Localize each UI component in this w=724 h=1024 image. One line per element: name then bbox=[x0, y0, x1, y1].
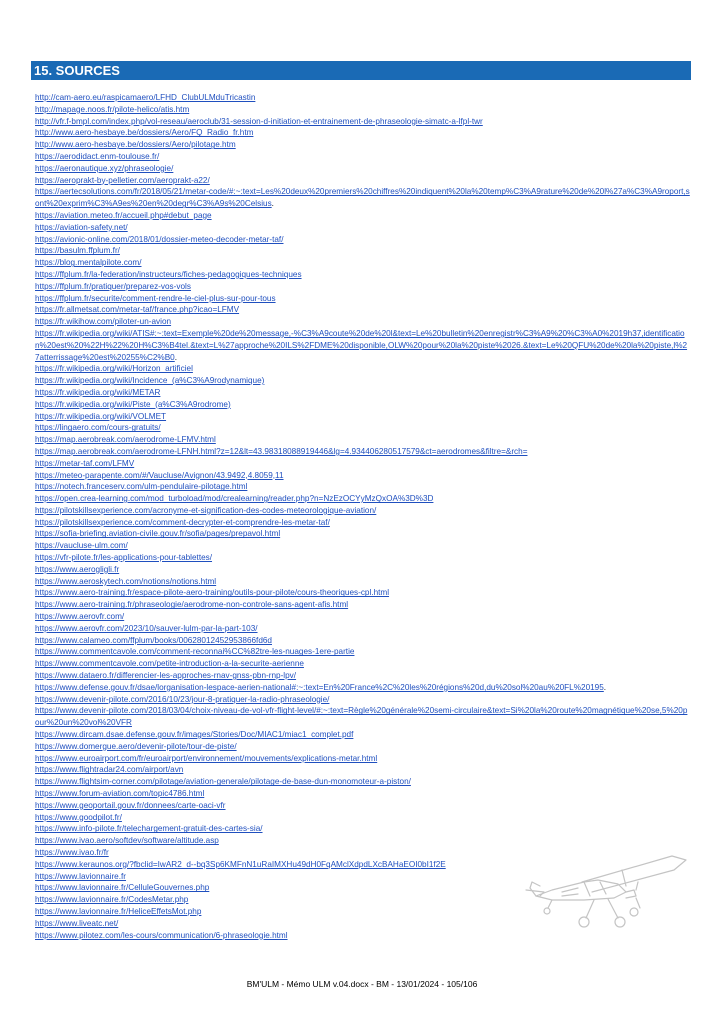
source-link[interactable]: https://www.devenir-pilote.com/2016/10/23/jour-8-pratiquer-la-radio-phraseologie/ bbox=[35, 694, 330, 704]
source-entry bbox=[35, 517, 691, 529]
source-link[interactable]: https://ffplum.fr/la-federation/instructeurs/fiches-pedagogiques-techniques bbox=[35, 269, 302, 279]
source-link[interactable]: https://www.ivao.aero/softdev/software/altitude.asp bbox=[35, 836, 219, 846]
source-link[interactable]: https://www.lavionnaire.fr/HeliceEffetsMot.php bbox=[35, 906, 202, 916]
source-entry bbox=[35, 788, 691, 800]
source-link[interactable]: https://aviation.meteo.fr/accueil.php#debut_page bbox=[35, 210, 212, 220]
source-link[interactable]: https://map.aerobreak.com/aerodrome-LFNH.html?z=12&lt=43.98318088919446&lg=4.934406280517579&ct=aerodromes&filtre=&rch= bbox=[35, 446, 528, 456]
source-entry bbox=[35, 670, 691, 682]
source-entry bbox=[35, 139, 691, 151]
source-entry bbox=[35, 481, 691, 493]
source-entry bbox=[35, 92, 691, 104]
source-entry bbox=[35, 646, 691, 658]
source-link[interactable]: https://aerodidact.enm-toulouse.fr/ bbox=[35, 151, 160, 161]
source-entry bbox=[35, 127, 691, 139]
source-entry bbox=[35, 470, 691, 482]
source-link[interactable]: https://blog.mentalpilote.com/ bbox=[35, 258, 142, 268]
source-link[interactable]: https://fr.wikipedia.org/wiki/ATIS#:~:text=Exemple%20de%20message,-%C3%A9coute%20de%20l&text=Le%20bulletin%20enregistr%C3%A9%20%C3%A0%2019h37,identification%20est%20%22H%22%20H%C3%B4tel.&text=L%27approche%20ILS%2FDME%20disponible,OLW%20pour%20la%20piste%2026.&text=Le%20QFU%20de%20la%20piste,l%27atterrissage%20est%20255%C2%B0 bbox=[35, 328, 688, 362]
source-link[interactable]: https://vfr-pilote.fr/les-applications-pour-tablettes/ bbox=[35, 553, 213, 563]
source-link[interactable]: http://www.aero-hesbaye.be/dossiers/Aero/FQ_Radio_fr.htm bbox=[35, 128, 254, 138]
section-header bbox=[31, 61, 691, 80]
source-link[interactable]: https://www.geoportail.gouv.fr/donnees/carte-oaci-vfr bbox=[35, 800, 226, 810]
source-entry bbox=[35, 458, 691, 470]
source-link[interactable]: https://www.aero-training.fr/phraseologie/aerodrome-non-controle-sans-agent-afis.html bbox=[35, 600, 349, 610]
source-entry bbox=[35, 505, 691, 517]
source-entry bbox=[35, 812, 691, 824]
source-link[interactable]: https://www.commentcavole.com/petite-introduction-a-la-securite-aerienne bbox=[35, 659, 304, 669]
source-entry bbox=[35, 387, 691, 399]
source-entry bbox=[35, 623, 691, 635]
source-link[interactable]: https://lingaero.com/cours-gratuits/ bbox=[35, 423, 161, 433]
source-entry bbox=[35, 552, 691, 564]
source-entry bbox=[35, 116, 691, 128]
source-entry bbox=[35, 257, 691, 269]
source-entry bbox=[35, 363, 691, 375]
source-link[interactable]: https://www.euroairport.com/fr/euroairport/environnement/mouvements/explications-metar.html bbox=[35, 753, 378, 763]
section-title: 15. SOURCES bbox=[34, 63, 120, 78]
source-link[interactable]: https://map.aerobreak.com/aerodrome-LFMV.html bbox=[35, 435, 216, 445]
source-link[interactable]: https://fr.wikipedia.org/wiki/Piste_(a%C3%A9rodrome) bbox=[35, 399, 231, 409]
source-link[interactable]: https://vaucluse-ulm.com/ bbox=[35, 541, 128, 551]
source-link[interactable]: https://ffplum.fr/securite/comment-rendre-le-ciel-plus-sur-pour-tous bbox=[35, 293, 276, 303]
source-link[interactable]: https://www.flightradar24.com/airport/avn bbox=[35, 765, 184, 775]
source-link[interactable]: http://www.aero-hesbaye.be/dossiers/Aero/pilotage.htm bbox=[35, 140, 236, 150]
source-link[interactable]: https://www.aerovfr.com/ bbox=[35, 612, 125, 622]
source-link[interactable]: http://vfr.f-bmpl.com/index.php/vol-reseau/aeroclub/31-session-d-initiation-et-entrainement-de-phraseologie-simatc-a-lfpl-twr bbox=[35, 116, 483, 126]
source-entry bbox=[35, 434, 691, 446]
source-link[interactable]: https://open.crea-learning.com/mod_turboload/mod/crealearning/reader.php?n=NzEzOCYyMzQxOA%3D%3D bbox=[35, 494, 434, 504]
source-entry bbox=[35, 328, 691, 363]
source-entry bbox=[35, 411, 691, 423]
source-link[interactable]: https://ffplum.fr/pratiquer/preparez-vos-vols bbox=[35, 281, 191, 291]
source-link[interactable]: https://fr.wikipedia.org/wiki/Incidence_(a%C3%A9rodynamique) bbox=[35, 376, 265, 386]
source-entry bbox=[35, 493, 691, 505]
source-entry bbox=[35, 776, 691, 788]
source-suffix: . bbox=[603, 682, 607, 692]
source-link[interactable]: https://www.aerovfr.com/2023/10/sauver-lulm-par-la-part-103/ bbox=[35, 623, 258, 633]
source-entry bbox=[35, 694, 691, 706]
source-link[interactable]: https://www.devenir-pilote.com/2018/03/04/choix-niveau-de-vol-vfr-flight-level/#:~:text=Règle%20générale%20semi-circulaire&text=Si%20la%20route%20magnétique%20se,5%20pour%20un%20vol%20VFR bbox=[35, 706, 688, 728]
source-link[interactable]: https://aeronautique.xyz/phraseologie/ bbox=[35, 163, 174, 173]
source-entry bbox=[35, 281, 691, 293]
source-link[interactable]: https://www.aeroskytech.com/notions/notions.html bbox=[35, 576, 217, 586]
source-entry bbox=[35, 658, 691, 670]
source-link[interactable]: https://www.keraunos.org/?fbclid=IwAR2_d--bq3Sp6KMFnN1uRaIMXHu49dH0FqAMclXdpdLXcBAHaEOI0bI1f2E bbox=[35, 859, 446, 869]
source-link[interactable]: https://meteo-parapente.com/#/Vaucluse/Avignon/43.9492,4.8059,11 bbox=[35, 470, 284, 480]
source-entry bbox=[35, 151, 691, 163]
source-entry bbox=[35, 234, 691, 246]
source-entry bbox=[35, 705, 691, 729]
ulm-airplane-sketch-icon bbox=[522, 852, 692, 936]
source-link[interactable]: https://www.aerogligli.fr bbox=[35, 564, 120, 574]
source-entry bbox=[35, 564, 691, 576]
source-entry bbox=[35, 764, 691, 776]
source-link[interactable]: https://www.lavionnaire.fr/CelluleGouvernes.php bbox=[35, 883, 210, 893]
source-link[interactable]: http://mapage.noos.fr/pilote-helico/atis.htm bbox=[35, 104, 190, 114]
source-link[interactable]: https://aeroprakt-by-pelletier.com/aeroprakt-a22/ bbox=[35, 175, 210, 185]
source-entry bbox=[35, 446, 691, 458]
source-entry bbox=[35, 269, 691, 281]
source-suffix: . bbox=[271, 199, 274, 209]
source-link[interactable]: https://www.pilotez.com/les-cours/communication/6-phraseologie.html bbox=[35, 930, 288, 940]
page-footer bbox=[0, 979, 724, 989]
source-link[interactable]: https://sofia-briefing.aviation-civile.gouv.fr/sofia/pages/prepavol.html bbox=[35, 529, 281, 539]
source-entry bbox=[35, 800, 691, 812]
source-entry bbox=[35, 316, 691, 328]
source-entry bbox=[35, 163, 691, 175]
source-entry bbox=[35, 210, 691, 222]
source-link[interactable]: https://fr.allmetsat.com/metar-taf/france.php?icao=LFMV bbox=[35, 305, 240, 315]
source-link[interactable]: https://www.lavionnaire.fr/CodesMetar.php bbox=[35, 895, 189, 905]
source-link[interactable]: https://www.calameo.com/ffplum/books/00628012452953866fd6d bbox=[35, 635, 272, 645]
source-link[interactable]: https://pilotskillsexperience.com/acronyme-et-signification-des-codes-meteorologique-aviation/ bbox=[35, 505, 377, 515]
source-link[interactable]: https://pilotskillsexperience.com/comment-decrypter-et-comprendre-les-metar-taf/ bbox=[35, 517, 330, 527]
source-link[interactable]: https://www.aero-training.fr/espace-pilote-aero-training/outils-pour-pilote/cours-theoriques-cpl.html bbox=[35, 588, 390, 598]
source-link[interactable]: https://basulm.ffplum.fr/ bbox=[35, 246, 120, 256]
source-entry bbox=[35, 611, 691, 623]
source-entry bbox=[35, 186, 691, 210]
source-entry bbox=[35, 599, 691, 611]
source-entry bbox=[35, 835, 691, 847]
source-link[interactable]: https://www.defense.gouv.fr/dsae/lorganisation-lespace-aerien-national#:~:text=En%20France%2C%20les%20régions%20d,du%20sol%20au%20FL%20195 bbox=[35, 682, 604, 692]
source-link[interactable]: https://www.forum-aviation.com/topic4786.html bbox=[35, 789, 205, 799]
source-entry bbox=[35, 245, 691, 257]
source-entry bbox=[35, 741, 691, 753]
source-link[interactable]: https://fr.wikipedia.org/wiki/Horizon_artificiel bbox=[35, 364, 193, 374]
source-link[interactable]: https://aviation-safety.net/ bbox=[35, 222, 128, 232]
source-entry bbox=[35, 540, 691, 552]
source-link[interactable]: https://fr.wikihow.com/piloter-un-avion bbox=[35, 317, 172, 327]
source-link[interactable]: https://www.liveatc.net/ bbox=[35, 918, 119, 928]
source-entry bbox=[35, 304, 691, 316]
source-link[interactable]: https://www.dataero.fr/differencier-les-approches-rnav-gnss-pbn-rnp-lpv/ bbox=[35, 671, 297, 681]
source-entry bbox=[35, 399, 691, 411]
source-suffix: . bbox=[174, 352, 178, 362]
source-link[interactable]: https://www.commentcavole.com/comment-reconnai%CC%82tre-les-nuages-1ere-partie bbox=[35, 647, 355, 657]
source-entry bbox=[35, 753, 691, 765]
source-entry bbox=[35, 104, 691, 116]
source-link[interactable]: https://avionic-online.com/2018/01/dossier-meteo-decoder-metar-taf/ bbox=[35, 234, 284, 244]
source-entry bbox=[35, 635, 691, 647]
source-entry bbox=[35, 375, 691, 387]
source-entry bbox=[35, 222, 691, 234]
source-entry bbox=[35, 175, 691, 187]
source-link[interactable]: https://notech.franceserv.com/ulm-pendulaire-pilotage.html bbox=[35, 482, 248, 492]
source-link[interactable]: https://metar-taf.com/LFMV bbox=[35, 458, 135, 468]
source-link[interactable]: https://fr.wikipedia.org/wiki/VOLMET bbox=[35, 411, 167, 421]
source-entry bbox=[35, 823, 691, 835]
footer-text: BM'ULM - Mémo ULM v.04.docx - BM - 13/01/2024 - 105/106 bbox=[246, 979, 478, 989]
source-entry bbox=[35, 422, 691, 434]
source-entry bbox=[35, 293, 691, 305]
source-link[interactable]: http://cam-aero.eu/raspicamaero/LFHD_ClubULMduTricastin bbox=[35, 93, 256, 102]
sources-list bbox=[35, 92, 691, 941]
source-link[interactable]: https://www.lavionnaire.fr bbox=[35, 871, 127, 881]
source-entry bbox=[35, 587, 691, 599]
source-link[interactable]: https://www.info-pilote.fr/telechargement-gratuit-des-cartes-sia/ bbox=[35, 824, 263, 834]
source-link[interactable]: https://fr.wikipedia.org/wiki/METAR bbox=[35, 387, 161, 397]
source-entry bbox=[35, 682, 691, 694]
source-link[interactable]: https://www.dircam.dsae.defense.gouv.fr/images/Stories/Doc/MIAC1/miac1_complet.pdf bbox=[35, 730, 354, 740]
source-entry bbox=[35, 729, 691, 741]
source-entry bbox=[35, 576, 691, 588]
source-link[interactable]: https://aertecsolutions.com/fr/2018/05/21/metar-code/#:~:text=Les%20deux%20premiers%20chiffres%20indiquent%20la%20temp%C3%A9rature%20de%20l%27a%C3%A9roport,sont%20exprim%C3%A9es%20en%20degr%C3%A9s%20Celsius bbox=[35, 187, 690, 209]
source-link[interactable]: https://www.goodpilot.fr/ bbox=[35, 812, 122, 822]
source-link[interactable]: https://www.flightsim-corner.com/pilotage/aviation-generale/pilotage-de-base-dun-monomoteur-a-piston/ bbox=[35, 777, 411, 787]
source-entry bbox=[35, 528, 691, 540]
source-link[interactable]: https://www.domergue.aero/devenir-pilote/tour-de-piste/ bbox=[35, 741, 237, 751]
source-link[interactable]: https://www.ivao.fr/fr bbox=[35, 848, 109, 857]
